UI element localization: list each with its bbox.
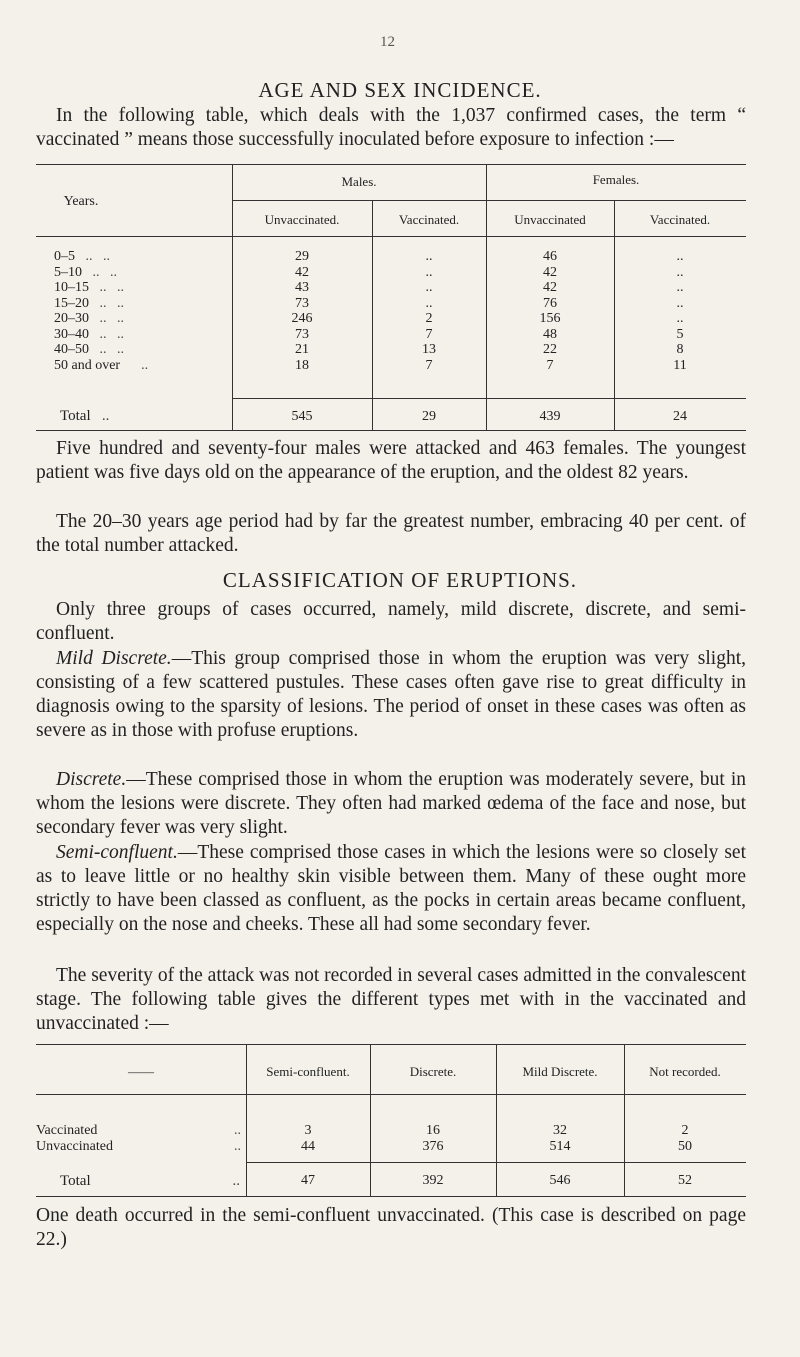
table2-total-discrete: 392 <box>422 1173 444 1188</box>
table2-rule-bottom <box>36 1196 746 1197</box>
table2-row-label: Vaccinated .. <box>36 1123 241 1138</box>
table1-col-f-unvacc <box>486 249 614 373</box>
table2-col-notrec <box>624 1123 746 1154</box>
table1-cell: .. <box>425 249 433 264</box>
table2-col-semi <box>246 1123 370 1154</box>
table1-row-labels <box>54 249 224 373</box>
table2-header-notrec: Not recorded. <box>649 1064 721 1079</box>
table1-cell: 43 <box>295 280 309 295</box>
table1-row-label: 30–40 .. .. <box>54 326 124 342</box>
table2-cell: 2 <box>681 1123 689 1138</box>
semi-confluent-title: Semi-confluent. <box>56 842 178 863</box>
table1-row-label: 15–20 .. .. <box>54 295 124 311</box>
table2-header-blank: —— <box>128 1064 154 1079</box>
section-heading-classification: CLASSIFICATION OF ERUPTIONS. <box>222 568 578 592</box>
table1-row-label: 5–10 .. .. <box>54 264 117 280</box>
table1-col-m-vacc <box>372 249 486 373</box>
table1-col-f-vacc <box>614 249 746 373</box>
table1-cell: .. <box>676 249 684 264</box>
table2-col-discrete <box>370 1123 496 1154</box>
table1-cell: 13 <box>422 342 436 357</box>
intro-paragraph: In the following table, which deals with the 1,037 confirmed cases, the term “ vaccinated ” means those successfully inoculated before exposure to infection :— <box>36 105 746 150</box>
paragraph-mild-discrete: Mild Discrete.—This group comprised those in whom the eruption was very slight, consisting of a few scattered pustules. These cases often gave rise to great difficulty in diagnosis owing to the sparsity of lesions. The period of onset in these cases was often as severe as in those with profuse eruptions. <box>36 648 747 741</box>
table1-cell: .. <box>676 264 684 280</box>
table2-total-notrec: 52 <box>678 1173 692 1188</box>
table1-cell: 42 <box>543 264 557 280</box>
table1-cell: 73 <box>295 295 309 311</box>
table1-cell: 21 <box>295 342 309 357</box>
table1-total-f-vacc: 24 <box>673 409 687 424</box>
table1-col-m-unvacc <box>232 249 372 373</box>
paragraph-age-period: The 20–30 years age period had by far the greatest number, embracing 40 per cent. of the total number attacked. <box>36 511 746 556</box>
table2-col-mild <box>496 1123 624 1154</box>
table2-header-discrete: Discrete. <box>409 1064 457 1079</box>
table1-cell: 42 <box>295 264 309 280</box>
table1-rule-top <box>36 164 746 165</box>
paragraph-discrete: Discrete.—These comprised those in whom the eruption was moderately severe, but in whom the lesions were discrete. They often had marked œdema of the face and nose, but secondary fever was very slight. <box>36 769 746 838</box>
table2-cell: 3 <box>304 1123 312 1138</box>
table1-cell: .. <box>676 311 684 326</box>
table1-rule-bottom <box>36 430 746 431</box>
table1-cell: 29 <box>295 249 309 264</box>
table2-row-labels <box>36 1123 241 1154</box>
table1-header-f-unvaccinated: Unvaccinated <box>514 212 586 227</box>
mild-discrete-title: Mild Discrete. <box>56 648 172 669</box>
paragraph-groups: Only three groups of cases occurred, namely, mild discrete, discrete, and semi-confluent. <box>36 599 746 644</box>
table1-cell: 7 <box>425 326 433 342</box>
table1-rule-total <box>232 398 746 399</box>
table1-total-m-vacc: 29 <box>422 409 436 424</box>
table2-row-label: Unvaccinated .. <box>36 1138 241 1154</box>
table1-cell: 48 <box>543 326 557 342</box>
table2-cell: 376 <box>422 1138 444 1154</box>
table1-cell: 22 <box>543 342 557 357</box>
table1-row-label: 50 and over .. <box>54 357 149 373</box>
table2-header-semi: Semi-confluent. <box>266 1064 350 1079</box>
table1-row-label: 20–30 .. .. <box>54 311 124 326</box>
discrete-title: Discrete. <box>56 769 127 790</box>
table1-cell: 156 <box>539 311 561 326</box>
table1-cell: 42 <box>543 280 557 295</box>
table1-rule-sub <box>232 200 746 201</box>
table1-cell: .. <box>676 295 684 311</box>
paragraph-semi-confluent: Semi-confluent.—These comprised those cases in which the lesions were so closely set as to leave little or no healthy skin visible between them. Many of these ought more strictly to have been classed as confluent, as the pocks in certain areas became confluent, especially on the nose and cheeks. These all had some secondary fever. <box>36 842 746 935</box>
table1-cell: .. <box>425 295 433 311</box>
table1-total-m-unvacc: 545 <box>291 409 313 424</box>
table1-cell: 73 <box>295 326 309 342</box>
table1-row-label: 40–50 .. .. <box>54 342 124 357</box>
table1-header-m-vaccinated: Vaccinated. <box>398 212 460 227</box>
table1-header-years: Years. <box>63 194 99 209</box>
table2-header-mild: Mild Discrete. <box>522 1064 598 1079</box>
table2-cell: 32 <box>553 1123 567 1138</box>
table1-cell: .. <box>676 280 684 295</box>
table1-cell: .. <box>425 280 433 295</box>
page-number: 12 <box>380 34 395 50</box>
table1-cell: 18 <box>295 357 309 373</box>
table1-rule-header <box>36 236 746 237</box>
table2-rule-header <box>36 1094 746 1095</box>
table1-cell: 5 <box>676 326 684 342</box>
table2-cell: 514 <box>549 1138 571 1154</box>
table2-cell: 44 <box>301 1138 315 1154</box>
table1-total-f-unvacc: 439 <box>539 409 561 424</box>
table1-cell: 46 <box>543 249 557 264</box>
table1-cell: 2 <box>425 311 433 326</box>
table1-cell: 7 <box>546 357 554 373</box>
table1-total-label: Total .. <box>60 408 110 424</box>
table1-header-males: Males. <box>341 174 377 189</box>
table1-cell: 8 <box>676 342 684 357</box>
table1-cell: 246 <box>291 311 313 326</box>
table2-total-mild: 546 <box>549 1173 571 1188</box>
section-heading-age-sex: AGE AND SEX INCIDENCE. <box>258 78 542 102</box>
paragraph-attacked: Five hundred and seventy-four males were attacked and 463 females. The youngest patient was five days old on the appearance of the eruption, and the oldest 82 years. <box>36 438 746 483</box>
table2-total-semi: 47 <box>301 1173 315 1188</box>
table1-cell: .. <box>425 264 433 280</box>
table1-cell: 7 <box>425 357 433 373</box>
paragraph-death: One death occurred in the semi-confluent unvaccinated. (This case is described on page 22.) <box>36 1205 746 1250</box>
table1-row-label: 0–5 .. .. <box>54 249 110 264</box>
table1-header-f-vaccinated: Vaccinated. <box>649 212 711 227</box>
paragraph-severity: The severity of the attack was not recorded in several cases admitted in the convalescent stage. The following table gives the different types met with in the vaccinated and unvaccinated :— <box>36 965 746 1034</box>
table2-cell: 50 <box>678 1138 692 1154</box>
table1-cell: 11 <box>673 357 687 373</box>
table1-row-label: 10–15 .. .. <box>54 280 124 295</box>
table1-cell: 76 <box>543 295 557 311</box>
table1-header-m-unvaccinated: Unvaccinated. <box>264 212 340 227</box>
table1-header-females: Females. <box>592 172 640 187</box>
table2-cell: 16 <box>426 1123 440 1138</box>
table2-rule-top <box>36 1044 746 1045</box>
table2-total-label: Total .. <box>60 1173 240 1189</box>
